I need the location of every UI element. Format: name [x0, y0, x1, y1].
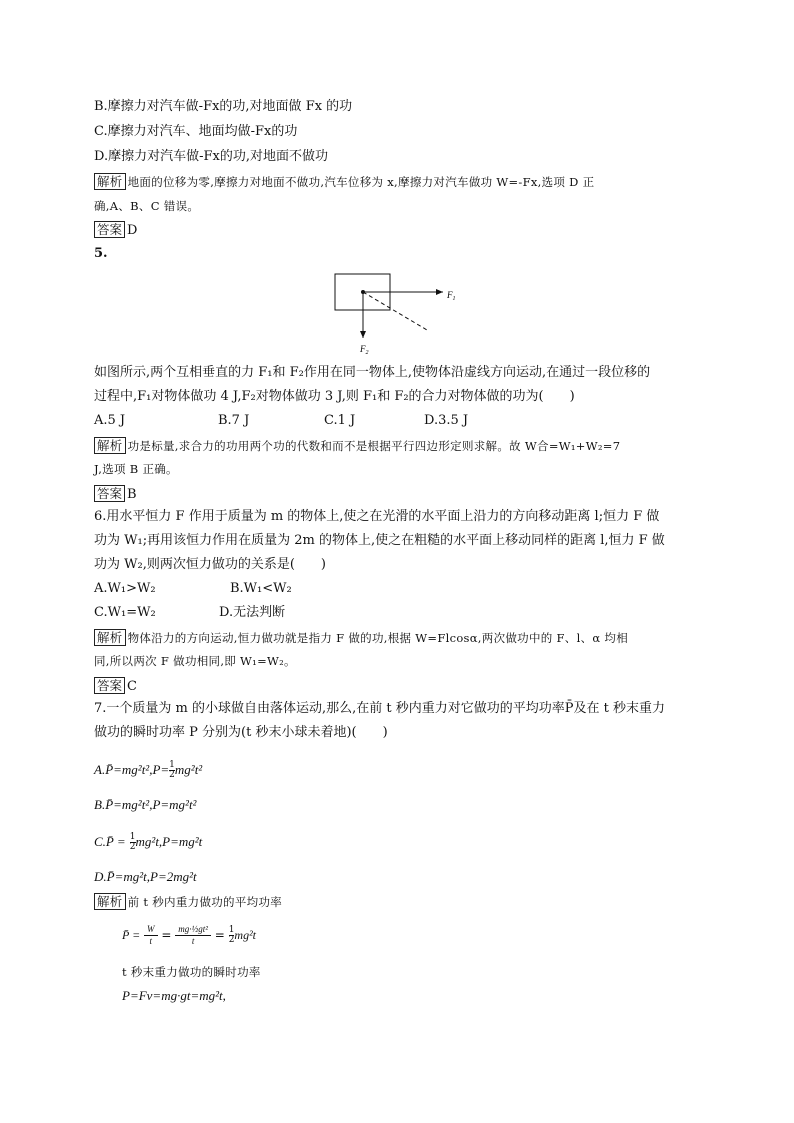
- half-fraction: $\frac{1}{2}$: [169, 760, 175, 780]
- q6-stem-line1: 6.用水平恒力 F 作用于质量为 m 的物体上,使之在光滑的水平面上沿力的方向移动距离 l;恒力 F 做: [94, 509, 660, 524]
- q5-option-d: D.3.5 J: [424, 413, 469, 428]
- q5-stem-line1: 如图所示,两个互相垂直的力 F₁和 F₂作用在同一物体上,使物体沿虚线方向运动,在通过一段位移的: [94, 365, 651, 380]
- q4-answer: [94, 221, 137, 239]
- q7-option-c: C.P̄ = $\frac{1}{2}$ mg²t,P=mg²t: [94, 832, 203, 852]
- answer-value: D: [127, 223, 138, 238]
- resultant-dashed-line: [363, 292, 427, 330]
- analysis-text: 功是标量,求合力的功用两个功的代数和而不是根据平行四边形定则求解。故 W合=W₁+W₂=7: [127, 439, 621, 453]
- q6-options-row1: [94, 581, 292, 597]
- q5-stem-line2: 过程中,F₁对物体做功 4 J,F₂对物体做功 3 J,则 F₁和 F₂的合力对物体做的功为( ): [94, 389, 575, 404]
- q6-stem-line2: 功为 W₁;再用该恒力作用在质量为 2m 的物体上,使之在粗糙的水平面上移动同样的距离 l,恒力 F 做: [94, 533, 665, 548]
- q5-force-diagram: [325, 268, 465, 360]
- analysis-text: 地面的位移为零,摩擦力对地面不做功,汽车位移为 x,摩擦力对汽车做功 W=-Fx,选项 D 正: [127, 175, 595, 189]
- q4-analysis-line1: [94, 173, 594, 190]
- analysis-text: 前 t 秒内重力做功的平均功率: [127, 895, 283, 909]
- half-fraction: $\frac{1}{2}$: [228, 925, 235, 945]
- q5-option-b: B.7 J: [218, 413, 250, 428]
- answer-value: C: [127, 679, 137, 694]
- q7-option-d: D.P̄=mg²t,P=2mg²t: [94, 869, 197, 884]
- q4-analysis-line2: 确,A、B、C 错误。: [94, 199, 200, 213]
- analysis-tag: 解析: [94, 893, 126, 910]
- q6-option-c: C.W₁=W₂: [94, 605, 156, 620]
- q6-option-a: A.W₁>W₂: [94, 581, 156, 596]
- q7-option-b: B.P̄=mg²t²,P=mg²t²: [94, 797, 197, 812]
- q5-analysis-line1: [94, 437, 620, 454]
- answer-tag: 答案: [94, 677, 125, 694]
- q7-stem-line1: 7.一个质量为 m 的小球做自由落体运动,那么,在前 t 秒内重力对它做功的平均功率P̄及在 t 秒末重力: [94, 701, 665, 716]
- q5-answer: [94, 485, 137, 503]
- analysis-tag: 解析: [94, 173, 126, 190]
- q6-option-d: D.无法判断: [219, 605, 286, 620]
- q7-average-power-formula: P̄ = $\frac{W}{t}$ = $\frac{\text{mg·½gt²}}{t}$ = $\frac{1}{2}$ mg²t: [122, 924, 257, 946]
- work-over-time-fraction: $\frac{\text{mg·½gt²}}{t}$: [175, 924, 211, 947]
- analysis-tag: 解析: [94, 629, 126, 646]
- analysis-tag: 解析: [94, 437, 126, 454]
- q7-stem-line2: 做功的瞬时功率 P 分别为(t 秒末小球未着地)( ): [94, 725, 388, 740]
- q6-analysis-line1: [94, 629, 628, 646]
- answer-tag: 答案: [94, 485, 125, 502]
- q5-option-c: C.1 J: [324, 413, 356, 428]
- q7-analysis-line1: [94, 893, 282, 910]
- q5-option-a: A.5 J: [94, 413, 126, 428]
- q6-answer: [94, 677, 137, 695]
- q5-options: [94, 413, 468, 429]
- q6-stem-line3: 功为 W₂,则两次恒力做功的关系是( ): [94, 557, 326, 572]
- q4-option-d: D.摩擦力对汽车做-Fx的功,对地面不做功: [94, 149, 328, 164]
- answer-tag: 答案: [94, 221, 125, 238]
- w-over-t-fraction: $\frac{W}{t}$: [144, 924, 158, 947]
- answer-value: B: [127, 487, 137, 502]
- q5-analysis-line2: J,选项 B 正确。: [94, 462, 178, 476]
- q7-analysis-line2: t 秒末重力做功的瞬时功率: [122, 965, 261, 979]
- analysis-text: 物体沿力的方向运动,恒力做功就是指力 F 做的功,根据 W=Flcosα,两次做功中的 F、l、α 均相: [127, 631, 628, 645]
- q6-analysis-line2: 同,所以两次 F 做功相同,即 W₁=W₂。: [94, 654, 296, 668]
- q7-analysis-line3: P=Fv=mg·gt=mg²t,: [122, 988, 226, 1003]
- q5-number: 5.: [94, 246, 108, 261]
- q6-options-row2: [94, 605, 285, 621]
- q4-option-c: C.摩擦力对汽车、地面均做-Fx的功: [94, 124, 298, 139]
- f2-label: $F_2$: [360, 344, 369, 356]
- q6-option-b: B.W₁<W₂: [230, 581, 292, 596]
- half-fraction: $\frac{1}{2}$: [129, 832, 136, 852]
- q4-option-b: B.摩擦力对汽车做-Fx的功,对地面做 Fx 的功: [94, 99, 353, 114]
- f1-label: $F_1$: [447, 290, 456, 302]
- q7-option-a: A.P̄=mg²t²,P= $\frac{1}{2}$ mg²t²: [94, 760, 203, 780]
